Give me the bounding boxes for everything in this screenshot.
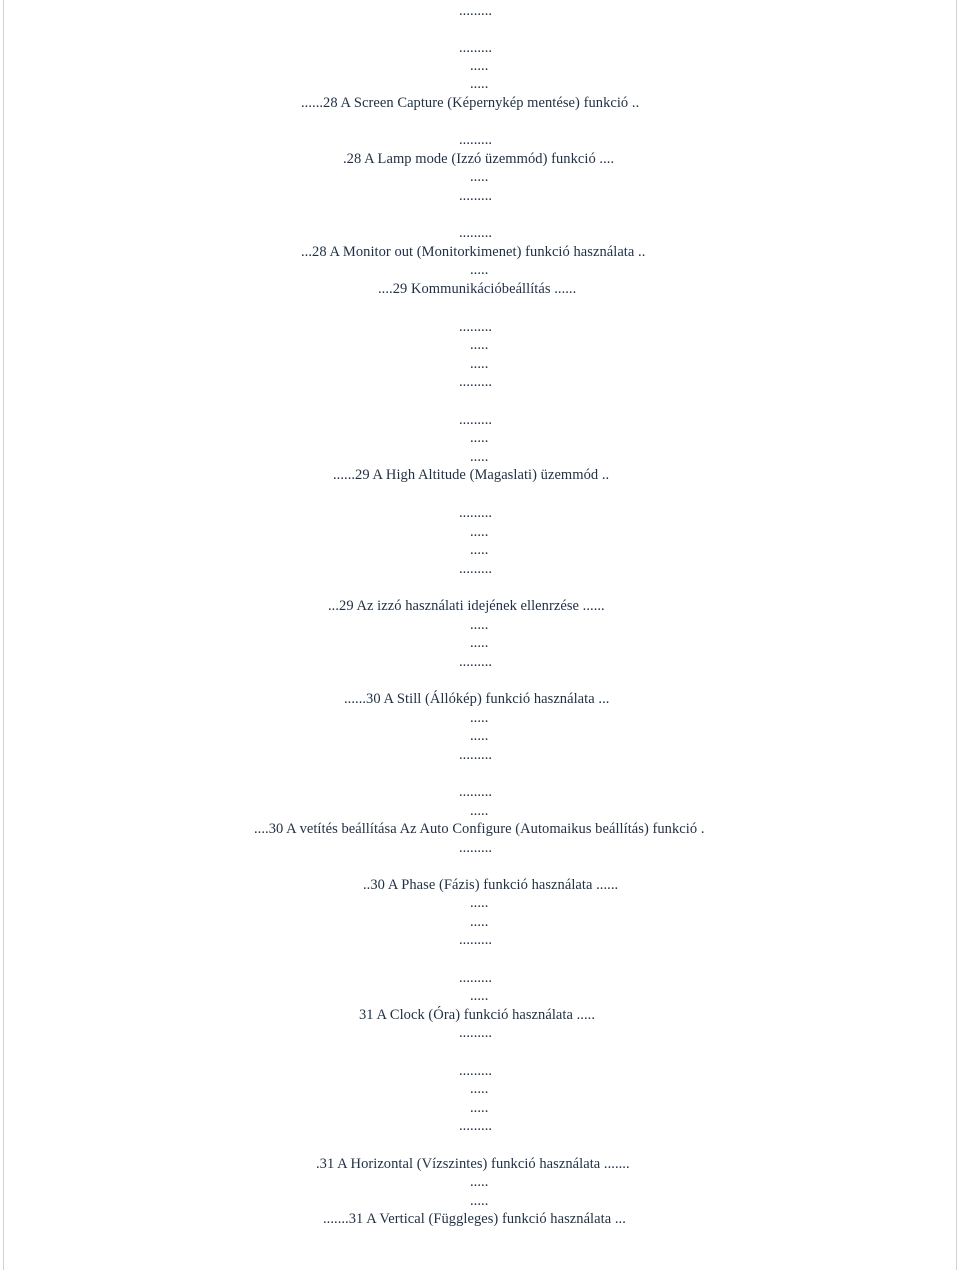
document-page [3,0,957,1270]
toc-dots-line: ..... [470,356,489,372]
toc-dots-line: ......... [459,932,493,948]
toc-entry-still: ......30 A Still (Állókép) funkció használata ... [344,691,610,707]
toc-dots-line: ..... [470,728,489,744]
toc-dots-line: ......... [459,970,493,986]
toc-dots-line: ..... [470,524,489,540]
toc-dots-line: ......... [459,132,493,148]
toc-dots-line: ..... [470,914,489,930]
toc-entry-communication: ....29 Kommunikációbeállítás ...... [378,281,577,297]
toc-dots-line: ......... [459,505,493,521]
toc-dots-line: ..... [470,430,489,446]
toc-dots-line: ..... [470,617,489,633]
toc-entry-auto-configure: ....30 A vetítés beállítása Az Auto Configure (Automaikus beállítás) funkció . [254,821,705,837]
toc-dots-line: ......... [459,840,493,856]
toc-entry-screen-capture: ......28 A Screen Capture (Képernykép mentése) funkció .. [301,95,640,111]
toc-dots-line: ......... [459,225,493,241]
toc-entry-vertical: .......31 A Vertical (Függleges) funkció használata ... [323,1211,626,1227]
toc-dots-line: ..... [470,635,489,651]
toc-dots-line: ......... [459,412,493,428]
toc-dots-line: ..... [470,710,489,726]
toc-dots-line: ..... [470,169,489,185]
toc-entry-monitor-out: ...28 A Monitor out (Monitorkimenet) funkció használata .. [301,244,646,260]
toc-dots-line: ..... [470,1174,489,1190]
toc-dots-line: ......... [459,747,493,763]
toc-dots-line: ......... [459,784,493,800]
toc-dots-line: ......... [459,1025,493,1041]
toc-dots-line: ......... [459,3,493,19]
toc-entry-high-altitude: ......29 A High Altitude (Magaslati) üzemmód .. [333,467,610,483]
toc-dots-line: ......... [459,374,493,390]
toc-entry-clock: 31 A Clock (Óra) funkció használata ..... [359,1007,595,1023]
toc-dots-line: ..... [470,1081,489,1097]
toc-dots-line: ..... [470,1100,489,1116]
toc-dots-line: ......... [459,561,493,577]
toc-entry-horizontal: .31 A Horizontal (Vízszintes) funkció használata ....... [316,1156,630,1172]
toc-dots-line: ..... [470,1193,489,1209]
toc-dots-line: ......... [459,319,493,335]
toc-dots-line: ..... [470,542,489,558]
toc-dots-line: ..... [470,803,489,819]
toc-dots-line: ..... [470,76,489,92]
toc-dots-line: ......... [459,654,493,670]
toc-dots-line: ..... [470,58,489,74]
toc-entry-lamp-mode: .28 A Lamp mode (Izzó üzemmód) funkció .... [343,151,615,167]
toc-dots-line: ..... [470,449,489,465]
toc-dots-line: ..... [470,895,489,911]
toc-dots-line: ......... [459,40,493,56]
toc-dots-line: ......... [459,1118,493,1134]
toc-entry-phase: ..30 A Phase (Fázis) funkció használata ...... [363,877,619,893]
toc-dots-line: ..... [470,262,489,278]
toc-dots-line: ......... [459,1063,493,1079]
toc-entry-lamp-hours: ...29 Az izzó használati idejének ellenrzése ...... [328,598,605,614]
toc-dots-line: ......... [459,188,493,204]
toc-dots-line: ..... [470,337,489,353]
toc-dots-line: ..... [470,988,489,1004]
